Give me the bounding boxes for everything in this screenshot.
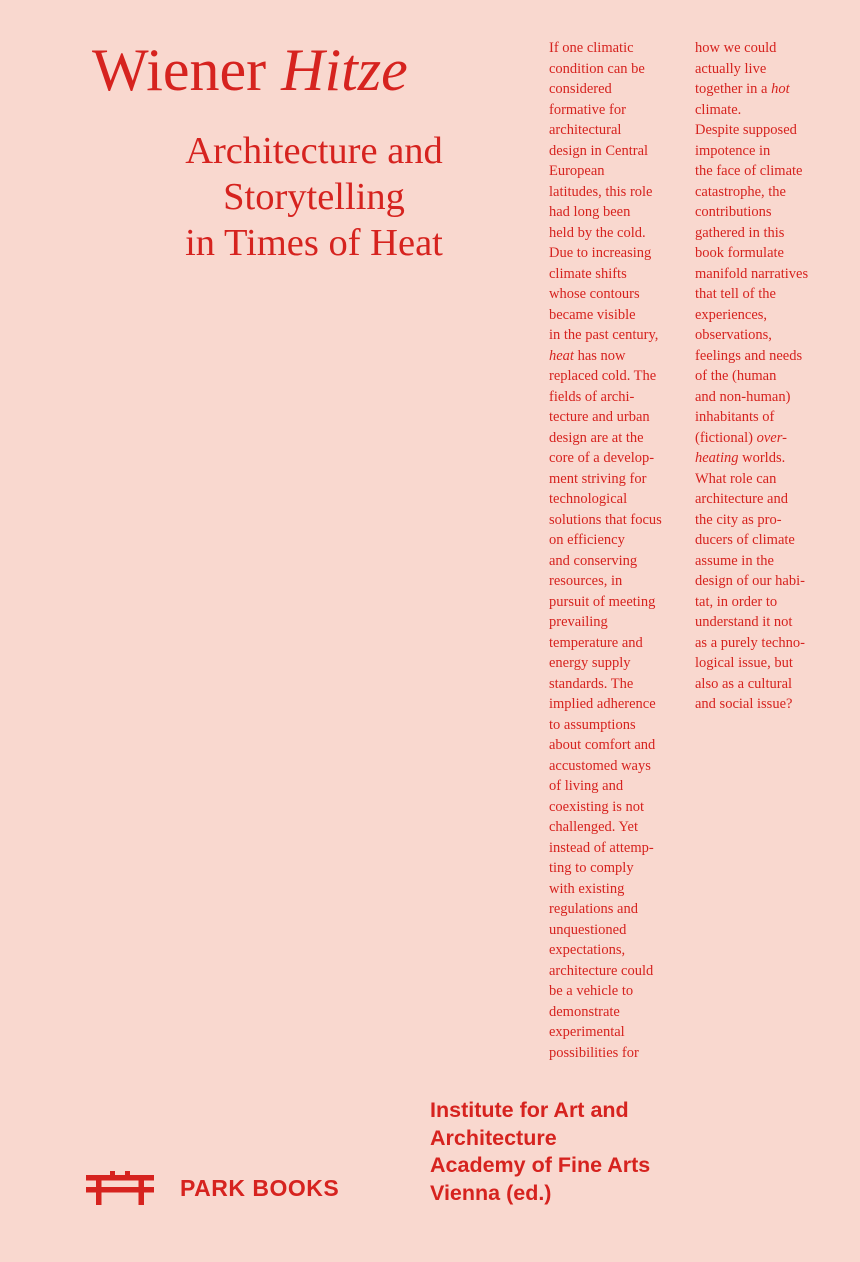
blurb-line: architecture could <box>549 962 654 979</box>
blurb-line: unquestioned <box>549 921 627 938</box>
blurb-line: with existing <box>549 880 625 897</box>
blurb-line: how we could <box>695 40 777 56</box>
publisher-logo <box>86 1171 339 1205</box>
blurb-line: temperature and <box>549 634 643 651</box>
blurb-line: climate shifts <box>549 265 627 282</box>
italic-over: over- <box>756 429 787 446</box>
blurb-line: and social issue? <box>695 696 793 712</box>
blurb-line: pursuit of meeting <box>549 593 656 610</box>
subtitle-line: Storytelling <box>223 176 405 218</box>
blurb-line: European <box>549 163 605 179</box>
blurb-line: climate. <box>695 101 742 118</box>
blurb-line: on efficiency <box>549 532 625 548</box>
blurb-line: Despite supposed <box>695 122 797 138</box>
editor-line: Vienna (ed.) <box>430 1180 552 1205</box>
blurb-line <box>695 448 835 469</box>
blurb-line: ducers of climate <box>695 532 795 548</box>
blurb-line: coexisting is not <box>549 798 645 815</box>
blurb-line: whose contours <box>549 286 640 302</box>
blurb-line: formative for <box>549 101 626 118</box>
blurb-column-2 <box>695 38 835 715</box>
italic-heat: heat <box>549 347 574 364</box>
blurb-line: manifold narratives <box>695 265 809 282</box>
blurb-line: demonstrate <box>549 1003 620 1020</box>
blurb-line: design of our habi- <box>695 573 805 589</box>
blurb-line: to assumptions <box>549 716 636 733</box>
blurb-line: gathered in this <box>695 224 785 241</box>
blurb-line: experiences, <box>695 306 768 323</box>
blurb-line: the city as pro- <box>695 511 782 528</box>
blurb-line: as a purely techno- <box>695 634 805 651</box>
blurb-line: core of a develop- <box>549 450 655 466</box>
blurb-line: instead of attemp- <box>549 839 654 856</box>
blurb-line: understand it not <box>695 614 793 630</box>
blurb-line: latitudes, this role <box>549 183 653 200</box>
blurb-line: of the (human <box>695 368 777 384</box>
editor-line: Architecture <box>430 1125 557 1150</box>
blurb-line: accustomed ways <box>549 757 651 774</box>
blurb-line: If one climatic <box>549 40 634 56</box>
blurb-line: experimental <box>549 1024 625 1040</box>
blurb-line: What role can <box>695 470 777 487</box>
blurb-line: technological <box>549 491 628 507</box>
subtitle-line: in Times of Heat <box>185 222 443 264</box>
blurb-line: and conserving <box>549 552 638 569</box>
blurb-line: ment striving for <box>549 470 647 487</box>
editor-line: Academy of Fine Arts <box>430 1153 651 1177</box>
blurb-line: energy supply <box>549 655 631 671</box>
blurb-line: expectations, <box>549 942 626 958</box>
blurb-line-start: together in a <box>695 81 768 97</box>
blurb-line: that tell of the <box>695 286 776 302</box>
blurb-line: design are at the <box>549 429 644 446</box>
blurb-line: of living and <box>549 778 624 794</box>
blurb-line-rest: worlds. <box>742 450 786 466</box>
blurb-line: held by the cold. <box>549 224 646 241</box>
blurb-line: about comfort and <box>549 737 656 753</box>
blurb-line <box>695 428 835 449</box>
blurb-line: inhabitants of <box>695 409 775 425</box>
publisher-name: PARK BOOKS <box>180 1174 340 1201</box>
blurb-line: logical issue, but <box>695 655 793 671</box>
blurb-line: contributions <box>695 204 772 220</box>
blurb-line: implied adherence <box>549 696 656 712</box>
blurb-line: standards. The <box>549 675 634 692</box>
book-subtitle <box>134 128 494 266</box>
blurb-line: fields of archi- <box>549 388 635 405</box>
blurb-line: Due to increasing <box>549 245 652 261</box>
title-word-hitze: Hitze <box>281 37 408 103</box>
blurb-line: resources, in <box>549 573 623 589</box>
blurb-line: condition can be <box>549 60 645 77</box>
blurb-line: actually live <box>695 60 767 77</box>
blurb-line: book formulate <box>695 245 784 261</box>
blurb-line-start: (fictional) <box>695 429 753 446</box>
blurb-line: architecture and <box>695 491 788 507</box>
blurb-line: became visible <box>549 306 636 323</box>
blurb-line: challenged. Yet <box>549 819 638 835</box>
blurb-line: solutions that focus <box>549 511 662 528</box>
blurb-line: and non-human) <box>695 388 791 405</box>
blurb-column-1 <box>549 38 689 1063</box>
blurb-line <box>695 79 835 100</box>
blurb-line <box>549 346 689 367</box>
blurb-line: ting to comply <box>549 860 634 876</box>
blurb-line: tecture and urban <box>549 409 650 425</box>
editor-line: Institute for Art and <box>430 1098 629 1122</box>
blurb-line: regulations and <box>549 901 638 917</box>
blurb-line-rest: has now <box>577 347 626 364</box>
blurb-line: observations, <box>695 327 772 343</box>
book-title <box>92 37 552 103</box>
blurb-line: feelings and needs <box>695 347 803 364</box>
blurb-line: considered <box>549 81 612 97</box>
blurb-line: possibilities for <box>549 1044 639 1061</box>
subtitle-line: Architecture and <box>185 130 443 172</box>
blurb-line: design in Central <box>549 142 649 159</box>
blurb-line: assume in the <box>695 552 774 569</box>
blurb-line: architectural <box>549 122 622 138</box>
blurb-line: replaced cold. The <box>549 368 657 384</box>
park-bench-icon <box>86 1171 154 1205</box>
blurb-line: be a vehicle to <box>549 983 634 999</box>
blurb-line: had long been <box>549 204 631 220</box>
editor-credit <box>430 1097 650 1207</box>
blurb-line: catastrophe, the <box>695 183 786 200</box>
blurb-line: also as a cultural <box>695 675 793 692</box>
blurb-line: impotence in <box>695 142 771 159</box>
italic-heating: heating <box>695 450 739 466</box>
italic-hot: hot <box>771 81 790 97</box>
blurb-line: tat, in order to <box>695 593 778 610</box>
blurb-line: prevailing <box>549 614 608 630</box>
blurb-line: the face of climate <box>695 163 803 179</box>
title-word-wiener: Wiener <box>92 37 267 103</box>
blurb-line: in the past century, <box>549 327 659 343</box>
